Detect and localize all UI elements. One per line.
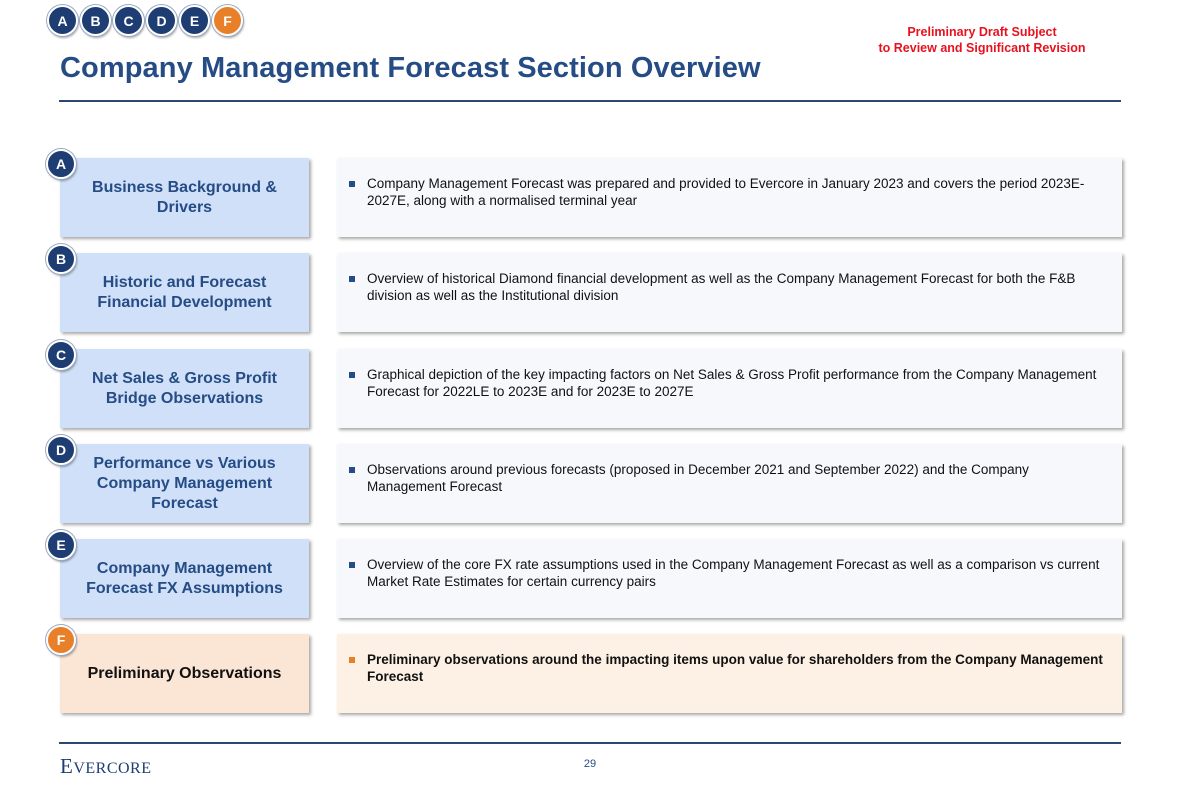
draft-notice-line1: Preliminary Draft Subject [907, 25, 1057, 39]
logo-initial: E [60, 754, 74, 778]
square-bullet-icon [349, 181, 355, 187]
square-bullet-icon [349, 657, 355, 663]
section-row-e [56, 537, 1122, 618]
nav-badge-a[interactable]: A [47, 5, 78, 36]
square-bullet-icon [349, 276, 355, 282]
section-label-box[interactable] [60, 349, 309, 428]
nav-badge-d[interactable]: D [146, 5, 177, 36]
square-bullet-icon [349, 467, 355, 473]
section-description-box [337, 253, 1122, 332]
nav-badge-f-active[interactable]: F [212, 5, 243, 36]
section-badge: C [46, 340, 76, 370]
section-description: Overview of the core FX rate assumptions used in the Company Management Forecast as well as a comparison vs current Market Rate Estimates for certain currency pairs [367, 556, 1100, 589]
section-badge: B [46, 244, 76, 274]
nav-badge-e[interactable]: E [179, 5, 210, 36]
section-row-a [55, 156, 1122, 237]
section-description: Overview of historical Diamond financial development as well as the Company Management Forecast for both the F&B division as well as the Institutional division [367, 270, 1076, 303]
section-row-f [56, 632, 1122, 713]
section-badge: E [46, 530, 76, 560]
section-label: Company Management Forecast FX Assumptions [86, 559, 283, 597]
section-label-box[interactable] [60, 158, 309, 237]
section-badge: D [46, 435, 76, 465]
page-number: 29 [583, 758, 597, 770]
square-bullet-icon [349, 562, 355, 568]
logo-rest: VERCORE [73, 760, 152, 777]
section-label-box[interactable] [60, 253, 309, 332]
section-label-box[interactable] [60, 539, 309, 618]
section-label: Performance vs Various Company Management Forecast [93, 454, 276, 512]
section-description-box [337, 634, 1122, 713]
section-label: Net Sales & Gross Profit Bridge Observations [92, 369, 277, 407]
section-description-box [337, 539, 1122, 618]
section-description-box [337, 158, 1122, 237]
section-row-c [55, 347, 1122, 428]
draft-notice-line2: to Review and Significant Revision [878, 40, 1086, 55]
section-label: Business Background & Drivers [92, 178, 277, 216]
section-description-box [337, 444, 1122, 523]
section-label: Preliminary Observations [87, 664, 282, 682]
section-badge: A [46, 149, 76, 179]
section-label-box[interactable] [60, 444, 309, 523]
title-divider [59, 100, 1121, 102]
section-description: Preliminary observations around the impacting items upon value for shareholders from the Company Management Forecast [367, 651, 1103, 684]
footer-divider [59, 742, 1121, 744]
section-nav [47, 5, 243, 36]
section-badge: F [46, 625, 76, 655]
square-bullet-icon [349, 372, 355, 378]
section-description: Company Management Forecast was prepared and provided to Evercore in January 2023 and covers the period 2023E-2027E, along with a normalised terminal year [367, 175, 1085, 208]
section-row-b [55, 251, 1122, 332]
section-description: Graphical depiction of the key impacting factors on Net Sales & Gross Profit performance from the Company Management Forecast for 2022LE to 2023E and for 2023E to 2027E [367, 366, 1097, 399]
nav-badge-b[interactable]: B [80, 5, 111, 36]
section-label-box[interactable] [60, 634, 309, 713]
section-description-box [337, 349, 1122, 428]
section-row-d [55, 442, 1122, 523]
section-description: Observations around previous forecasts (proposed in December 2021 and September 2022) and the Company Management Forecast [367, 461, 1029, 494]
draft-notice [852, 25, 1112, 56]
section-label: Historic and Forecast Financial Development [97, 273, 272, 311]
page-title: Company Management Forecast Section Overview [60, 52, 761, 84]
nav-badge-c[interactable]: C [113, 5, 144, 36]
